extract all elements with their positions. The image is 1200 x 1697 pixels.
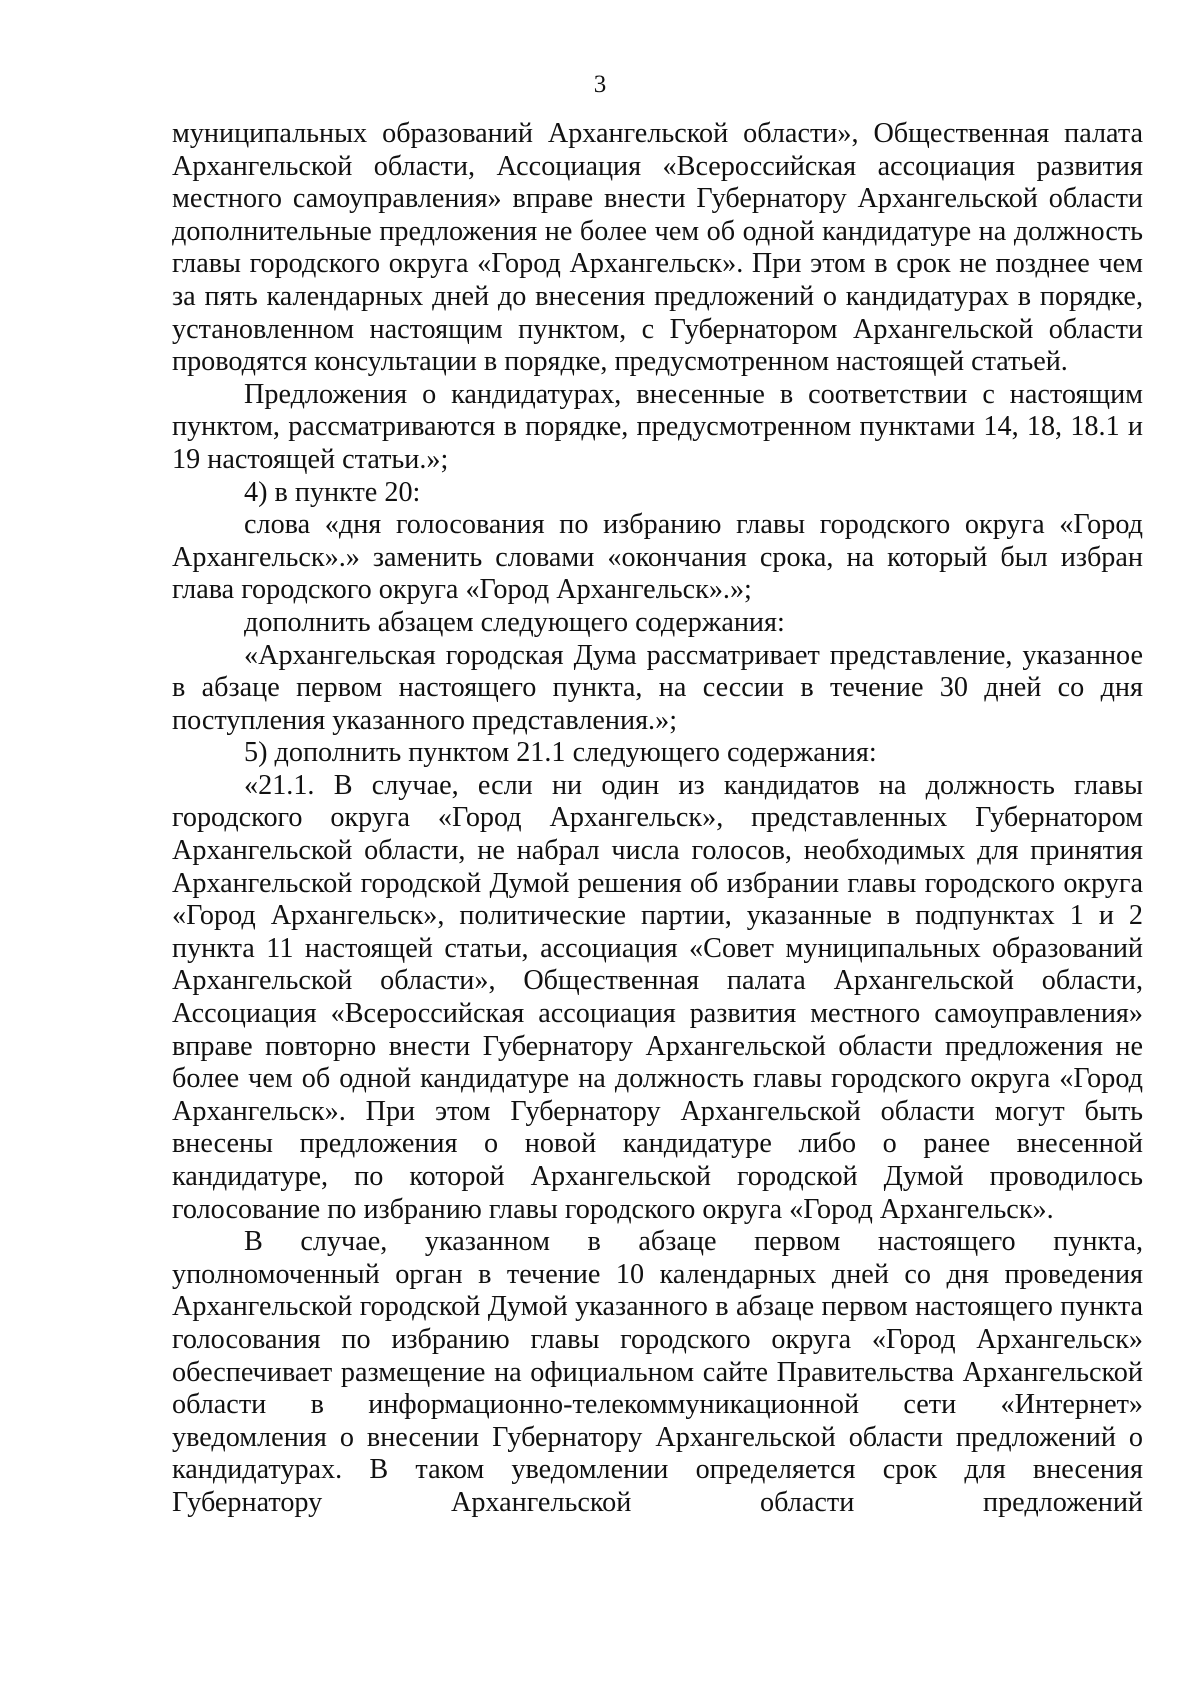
- paragraph-item-5: 5) дополнить пунктом 21.1 следующего содержания:: [244, 737, 877, 769]
- paragraph-item-4: 4) в пункте 20:: [244, 476, 421, 508]
- paragraph-add-clause: дополнить абзацем следующего содержания:: [244, 606, 785, 638]
- page-number: 3: [593, 71, 607, 98]
- paragraph-proposals-review: Предложения о кандидатурах, внесенные в соответствии с настоящим пунктом, рассматриваются в порядке, предусмотренном пунктами 14, 18, 18.1 и 19 настоящей статьи.»;: [172, 378, 1143, 475]
- paragraph-duma-review: «Архангельская городская Дума рассматривает представление, указанное в абзаце первом настоящего пункта, на сессии в течение 30 дней со дня поступления указанного представления.»;: [172, 639, 1143, 736]
- paragraph-continuation: муниципальных образований Архангельской области», Общественная палата Архангельской области, Ассоциация «Всероссийская ассоциация развития местного самоуправления» вправе внести Губернатору Архангельской области дополнительные предложения не более чем об одной кандидатуре на должность главы городского округа «Город Архангельск». При этом в срок не позднее чем за пять календарных дней до внесения предложений о кандидатурах в порядке, установленном настоящим пунктом, с Губернатором Архангельской области проводятся консультации в порядке, предусмотренном настоящей статьей.: [172, 118, 1143, 378]
- paragraph-replace-words: слова «дня голосования по избранию главы городского округа «Город Архангельск».» заменить словами «окончания срока, на который был избран глава городского округа «Город Архангельск».»;: [172, 509, 1143, 606]
- document-body: [172, 118, 1143, 1520]
- paragraph-clause-21-1: «21.1. В случае, если ни один из кандидатов на должность главы городского округа «Город Архангельск», представленных Губернатором Архангельской области, не набрал числа голосов, необходимых для принятия Архангельской городской Думой решения об избрании главы городского округа «Город Архангельск», политические партии, указанные в подпунктах 1 и 2 пункта 11 настоящей статьи, ассоциация «Совет муниципальных образований Архангельской области», Общественная палата Архангельской области, Ассоциация «Всероссийская ассоциация развития местного самоуправления» вправе повторно внести Губернатору Архангельской области предложения не более чем об одной кандидатуре на должность главы городского округа «Город Архангельск». При этом Губернатору Архангельской области могут быть внесены предложения о новой кандидатуре либо о ранее внесенной кандидатуре, по которой Архангельской городской Думой проводилось голосование по избранию главы городского округа «Город Архангельск».: [172, 769, 1143, 1225]
- paragraph-case-notice: В случае, указанном в абзаце первом настоящего пункта, уполномоченный орган в течение 10 календарных дней со дня проведения Архангельской городской Думой указанного в абзаце первом настоящего пункта голосования по избранию главы городского округа «Город Архангельск» обеспечивает размещение на официальном сайте Правительства Архангельской области в информационно-телекоммуникационной сети «Интернет» уведомления о внесении Губернатору Архангельской области предложений о кандидатурах. В таком уведомлении определяется срок для внесения Губернатору Архангельской области предложений: [172, 1226, 1143, 1518]
